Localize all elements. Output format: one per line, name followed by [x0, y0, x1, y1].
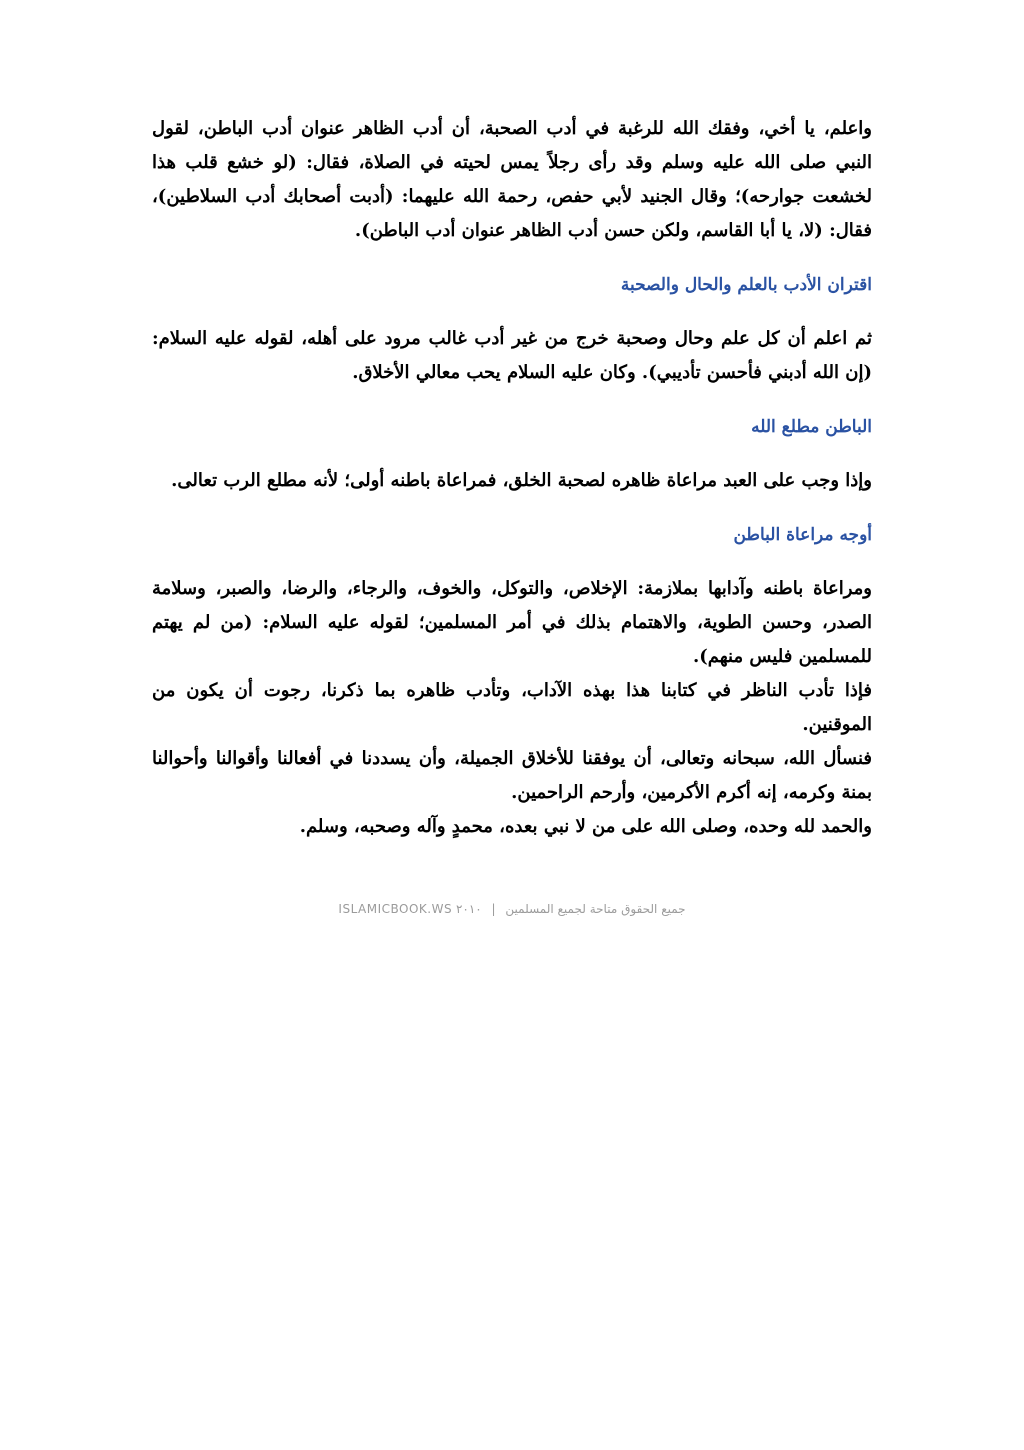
paragraph-muqinin: فإذا تأدب الناظر في كتابنا هذا بهذه الآداب، وتأدب ظاهره بما ذكرنا، رجوت أن يكون من الموقنين.: [152, 680, 872, 735]
footer-separator: |: [491, 902, 496, 916]
paragraph-dua: فنسأل الله، سبحانه وتعالى، أن يوفقنا للأخلاق الجميلة، وأن يسددنا في أفعالنا وأقوالنا وأحوالنا بمنة وكرمه، إنه أكرم الأكرمين، وأرحم الراحمين.: [152, 748, 873, 803]
document-body: [152, 112, 872, 844]
paragraph-muraat-batin: وإذا وجب على العبد مراعاة ظاهره لصحبة الخلق، فمراعاة باطنه أولى؛ لأنه مطلع الرب تعالى.: [171, 470, 872, 491]
section-heading-iqtiran: اقتران الأدب بالعلم والحال والصحبة: [620, 275, 872, 295]
section-heading-awjuh: أوجه مراعاة الباطن: [733, 525, 872, 545]
page-footer: [0, 902, 1024, 916]
paragraph-hamd: والحمد لله وحده، وصلى الله على من لا نبي بعده، محمدٍ وآله وصحبه، وسلم.: [299, 816, 872, 837]
section-heading-batin: الباطن مطلع الله: [751, 417, 872, 437]
footer-site: ISLAMICBOOK.WS: [338, 902, 453, 916]
paragraph-ikhlas: ومراعاة باطنه وآدابها بملازمة: الإخلاص، والتوكل، والخوف، والرجاء، والرضا، والصبر، وسلامة الصدر، وحسن الطوية، والاهتمام بذلك في أمر المسلمين؛ لقوله عليه السلام: (من لم يهتم للمسلمين فليس منهم).: [152, 578, 872, 667]
paragraph-adab-zahir: واعلم، يا أخي، وفقك الله للرغبة في أدب الصحبة، أن أدب الظاهر عنوان أدب الباطن، لقول النبي صلى الله عليه وسلم وقد رأى رجلاً يمس لحيته في الصلاة، فقال: (لو خشع قلب هذا لخشعت جوارحه)؛ وقال الجنيد لأبي حفص، رحمة الله عليهما: (أدبت أصحابك أدب السلاطين)، فقال: (لا، يا أبا القاسم، ولكن حسن أدب الظاهر عنوان أدب الباطن).: [152, 118, 872, 241]
footer-rights: جميع الحقوق متاحة لجميع المسلمين: [505, 902, 686, 916]
footer-year: ٢٠١٠: [455, 902, 482, 916]
paragraph-ilm-hal-suhba: ثم اعلم أن كل علم وحال وصحبة خرج من غير أدب غالب مرود على أهله، لقوله عليه السلام: (إن الله أدبني فأحسن تأديبي). وكان عليه السلام يحب معالي الأخلاق.: [152, 328, 872, 383]
